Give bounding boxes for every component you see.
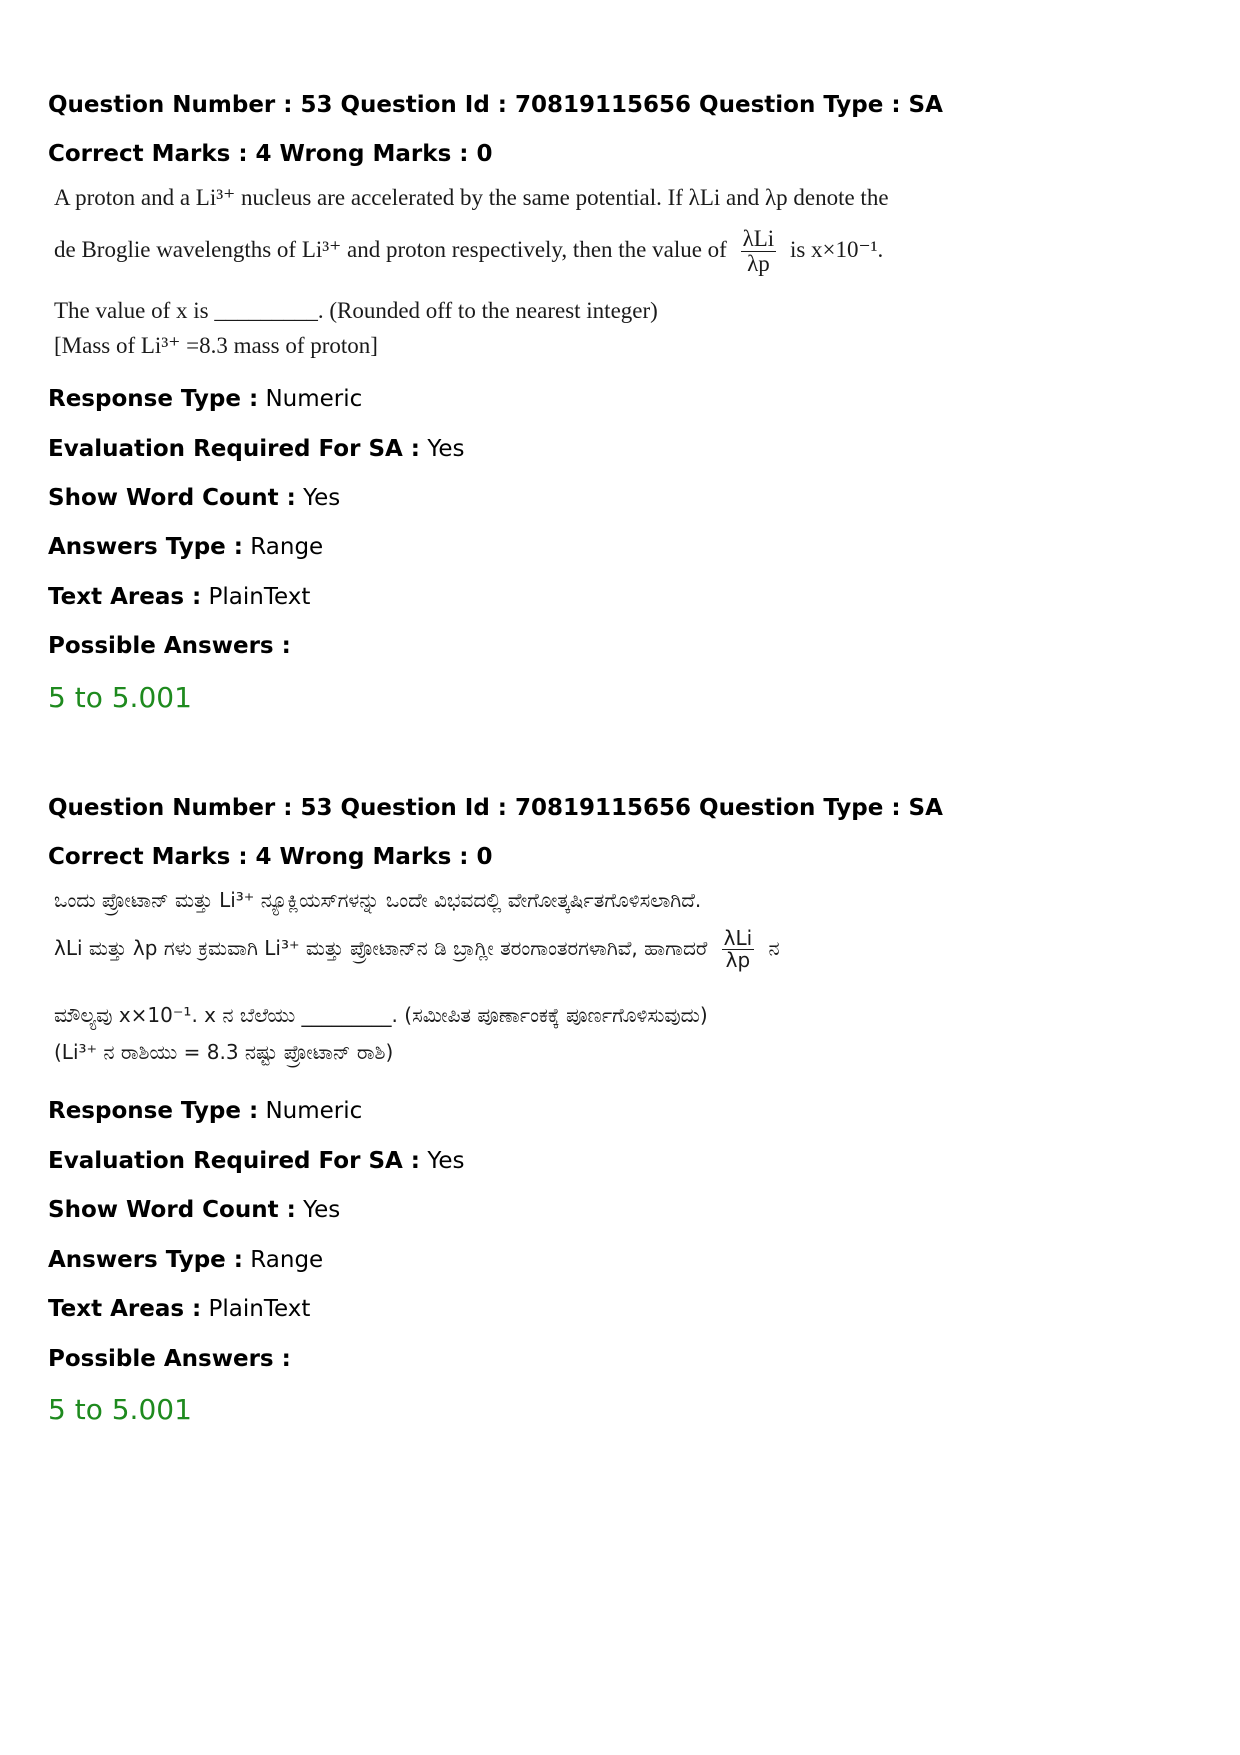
question-text-line: (Li³⁺ ನ ರಾಶಿಯು = 8.3 ನಷ್ಟು ಪ್ರೋಟಾನ್ ರಾಶಿ) — [54, 1040, 394, 1064]
question-text-fragment: ನ — [768, 936, 780, 960]
field-value: Range — [250, 534, 324, 560]
question-text-line — [54, 928, 780, 971]
fraction-denominator: λp — [747, 251, 770, 277]
fraction-numerator: λLi — [723, 926, 753, 950]
question-header: Question Number : 53 Question Id : 70819115656 Question Type : SA — [48, 795, 943, 821]
field-label: Evaluation Required For SA : — [48, 436, 421, 462]
field-value: PlainText — [208, 584, 311, 610]
show-word-count-row — [48, 1197, 340, 1223]
field-value: PlainText — [208, 1296, 311, 1322]
field-value: Range — [250, 1247, 324, 1273]
possible-answers-label: Possible Answers : — [48, 633, 291, 659]
field-label: Answers Type : — [48, 1247, 243, 1273]
wavelength-ratio-fraction — [741, 227, 777, 276]
field-value: Yes — [303, 1197, 341, 1223]
question-text-fragment: is x×10⁻¹. — [789, 236, 884, 262]
response-type-row — [48, 386, 362, 412]
possible-answer-value: 5 to 5.001 — [48, 681, 192, 714]
question-text-fragment: λLi ಮತ್ತು λp ಗಳು ಕ್ರಮವಾಗಿ Li³⁺ ಮತ್ತು ಪ್ರೋಟಾನ್‌ನ ಡಿ ಬ್ರಾಗ್ಲೀ ತರಂಗಾಂತರಗಳಾಗಿವೆ, ಹಾಗಾದರೆ — [54, 936, 708, 960]
evaluation-required-row — [48, 436, 464, 462]
field-label: Show Word Count : — [48, 1197, 296, 1223]
question-text-line: ಮೌಲ್ಯವು x×10⁻¹. x ನ ಬೆಲೆಯು _________. (ಸಮೀಪಿತ ಪೂರ್ಣಾಂಕಕ್ಕೆ ಪೂರ್ಣಗೊಳಿಸುವುದು) — [54, 1003, 708, 1027]
field-label: Response Type : — [48, 1098, 259, 1124]
field-value: Yes — [427, 1148, 465, 1174]
field-label: Evaluation Required For SA : — [48, 1148, 421, 1174]
fraction-numerator: λLi — [742, 226, 775, 251]
field-label: Show Word Count : — [48, 485, 296, 511]
response-type-row — [48, 1098, 362, 1124]
marks-line: Correct Marks : 4 Wrong Marks : 0 — [48, 141, 493, 167]
question-text-line: [Mass of Li³⁺ =8.3 mass of proton] — [54, 333, 378, 358]
question-text-line — [54, 227, 883, 276]
question-text-line: The value of x is _________. (Rounded off to the nearest integer) — [54, 298, 658, 323]
text-areas-row — [48, 1296, 310, 1322]
question-header: Question Number : 53 Question Id : 70819115656 Question Type : SA — [48, 92, 943, 118]
field-value: Yes — [427, 436, 465, 462]
field-value: Numeric — [265, 386, 363, 412]
question-text-line: ಒಂದು ಪ್ರೋಟಾನ್ ಮತ್ತು Li³⁺ ನ್ಯೂಕ್ಲಿಯಸ್‌ಗಳನ್ನು ಒಂದೇ ವಿಭವದಲ್ಲಿ ವೇಗೋತ್ಕರ್ಷಿತಗೊಳಿಸಲಾಗಿದೆ. — [54, 888, 702, 912]
field-label: Text Areas : — [48, 584, 202, 610]
possible-answer-value: 5 to 5.001 — [48, 1393, 192, 1426]
fraction-denominator: λp — [725, 948, 751, 972]
answers-type-row — [48, 534, 323, 560]
question-text-line: A proton and a Li³⁺ nucleus are accelerated by the same potential. If λLi and λp denote the — [54, 185, 889, 210]
field-label: Response Type : — [48, 386, 259, 412]
answers-type-row — [48, 1247, 323, 1273]
field-label: Answers Type : — [48, 534, 243, 560]
marks-line: Correct Marks : 4 Wrong Marks : 0 — [48, 844, 493, 870]
wavelength-ratio-fraction — [722, 928, 755, 971]
field-value: Yes — [303, 485, 341, 511]
evaluation-required-row — [48, 1148, 464, 1174]
field-label: Text Areas : — [48, 1296, 202, 1322]
possible-answers-label: Possible Answers : — [48, 1346, 291, 1372]
question-text-fragment: de Broglie wavelengths of Li³⁺ and proton respectively, then the value of — [54, 236, 727, 262]
text-areas-row — [48, 584, 310, 610]
field-value: Numeric — [265, 1098, 363, 1124]
show-word-count-row — [48, 485, 340, 511]
